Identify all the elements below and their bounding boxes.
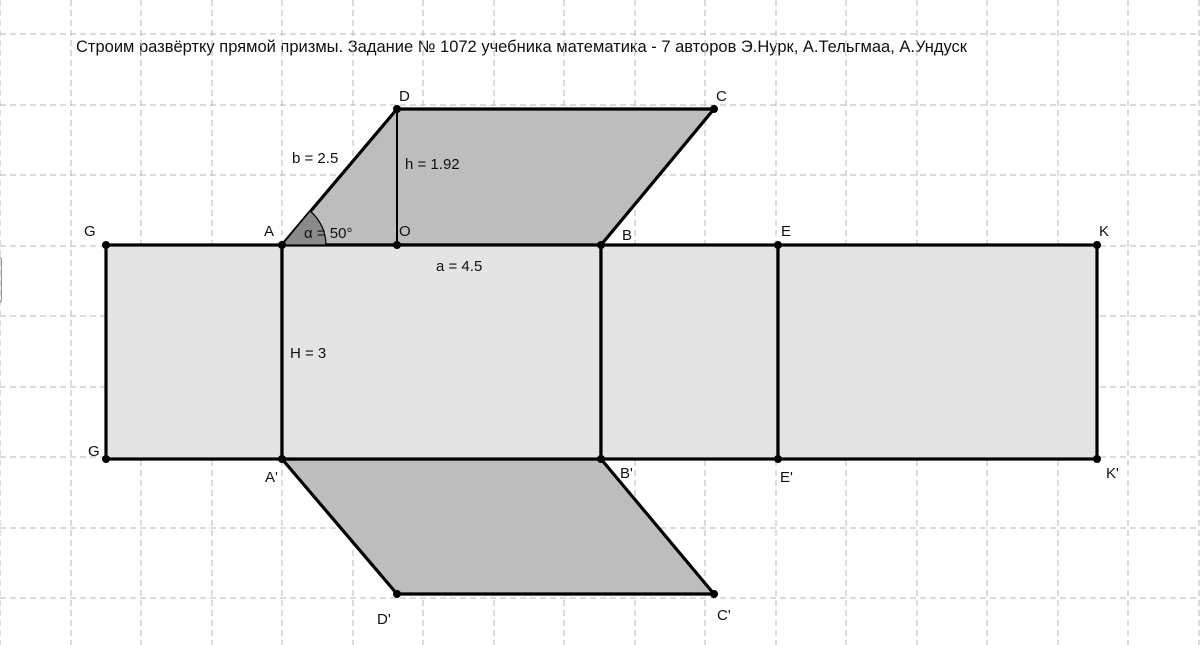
vertex-b — [597, 241, 605, 249]
vertex-d-prime — [393, 590, 401, 598]
vertex-c-prime — [710, 590, 718, 598]
label-k: K — [1099, 223, 1110, 240]
label-g: G — [84, 223, 96, 240]
label-k-prime: K' — [1106, 465, 1119, 482]
label-e-prime: E' — [780, 469, 793, 486]
vertex-a-prime — [278, 455, 286, 463]
label-g-prime: G — [88, 443, 100, 460]
label-b-prime: B' — [620, 465, 633, 482]
vertex-e-prime — [774, 455, 782, 463]
vertex-g — [102, 241, 110, 249]
label-o: O — [399, 223, 411, 240]
vertex-o — [393, 241, 401, 249]
lateral-face-ga — [106, 245, 282, 459]
measure-h-prism: H = 3 — [290, 345, 327, 362]
diagram-title: Строим развёртку прямой призмы. Задание № 1072 учебника математика - 7 авторов Э.Нурк, А.Тельгмаа, А.Ундуск — [76, 38, 967, 56]
lateral-face-be — [601, 245, 778, 459]
label-a: A — [264, 223, 275, 240]
label-a-prime: A' — [265, 469, 278, 486]
label-d-prime: D' — [377, 611, 391, 628]
measure-b: b = 2.5 — [292, 150, 339, 167]
vertex-k-prime — [1093, 455, 1101, 463]
vertex-b-prime — [597, 455, 605, 463]
lateral-face-ek — [778, 245, 1097, 459]
vertex-a — [278, 241, 286, 249]
vertex-c — [710, 105, 718, 113]
measure-alpha: α = 50° — [304, 225, 353, 242]
bottom-base-face — [282, 459, 714, 594]
vertex-d — [393, 105, 401, 113]
vertex-k — [1093, 241, 1101, 249]
measure-a: a = 4.5 — [436, 258, 483, 275]
label-b: B — [622, 227, 633, 244]
vertex-g-prime — [102, 455, 110, 463]
lateral-face-ab — [282, 245, 601, 459]
label-d: D — [399, 88, 410, 105]
label-e: E — [781, 223, 792, 240]
measure-h: h = 1.92 — [405, 156, 460, 173]
label-c: C — [716, 88, 727, 105]
vertex-e — [774, 241, 782, 249]
label-c-prime: C' — [717, 607, 731, 624]
